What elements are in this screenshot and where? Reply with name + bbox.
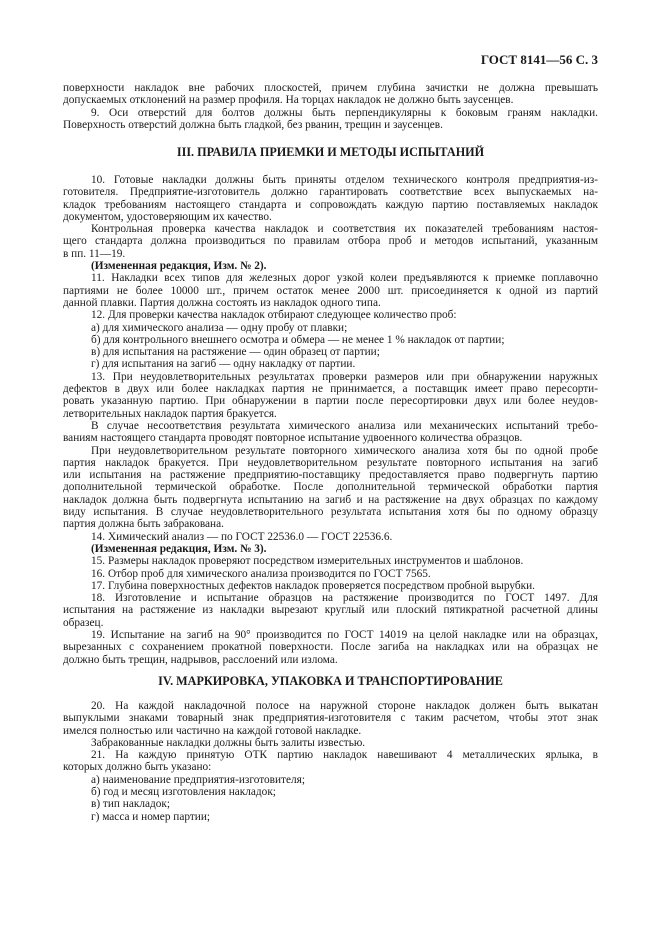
text-line: 20. На каждой накладочной полосе на наружной стороне накладок должен быть выкатан <box>91 700 598 712</box>
paragraph <box>63 322 598 334</box>
text-line: дефектов в двух или более накладках партия не принимается, а поставщик имеет право пересорти- <box>63 383 598 396</box>
text-line: В случае несоответствия результата химического анализа или механических испытаний требо- <box>91 419 598 432</box>
text-line: Контрольная проверка качества накладок и соответствия их показателей требованиям настоя- <box>91 223 598 236</box>
paragraph <box>63 811 598 823</box>
text-line: поверхности накладок вне рабочих плоскостей, причем глубина зачистки не должна превышать <box>63 82 598 94</box>
revision-note: (Измененная редакция, Изм. № 3). <box>91 542 267 555</box>
paragraph <box>63 358 598 370</box>
text-line: б) для контрольного внешнего осмотра и обмера — не менее 1 % накладок от партии; <box>91 333 505 346</box>
text-line: г) масса и номер партии; <box>91 810 211 823</box>
text-line: Забракованные накладки должны быть залиты известью. <box>91 736 366 749</box>
paragraph <box>63 798 598 810</box>
text-line: в) тип накладок; <box>91 798 170 811</box>
text-line: имелся полностью или частично на каждой готовой накладке. <box>63 724 362 737</box>
paragraph <box>63 371 598 420</box>
text-line: партия должна быть забракована. <box>63 518 224 531</box>
paragraph <box>63 568 598 580</box>
paragraph <box>63 346 598 358</box>
text-line: выпуклыми знаками товарный знак предприятия-изготовителя с таким расчетом, чтобы этот знак <box>63 712 598 725</box>
paragraph <box>63 786 598 798</box>
text-block-1 <box>63 82 598 132</box>
paragraph <box>63 272 598 309</box>
paragraph <box>63 174 598 223</box>
paragraph <box>63 700 598 737</box>
text-line: б) год и месяц изготовления накладок; <box>91 786 276 799</box>
text-line: При неудовлетворительном результате повторного химического анализа хотя бы по одной пробе <box>91 444 598 457</box>
text-line: г) для испытания на загиб — одну накладку от партии. <box>91 358 356 371</box>
section-3-title: III. ПРАВИЛА ПРИЕМКИ И МЕТОДЫ ИСПЫТАНИЙ <box>176 145 485 159</box>
text-line: испытания на растяжение из накладки вырезают круглый или плоский пятикратной расчетной длины <box>63 604 598 617</box>
text-line: 17. Глубина поверхностных дефектов накладок проверяется посредством пробной вырубки. <box>91 579 535 592</box>
text-block-3 <box>63 700 598 823</box>
text-line: накладок должна быть подвергнута испытанию на загиб и на растяжение на двух образцах по каждому <box>63 493 598 506</box>
paragraph <box>63 445 598 531</box>
text-line: 9. Оси отверстий для болтов должны быть перпендикулярны к боковым граням накладки. <box>91 106 598 119</box>
text-line: ровать указанную партию. При обнаружении в партии после пересортировки двух или более неудов- <box>63 395 598 408</box>
text-line: партия накладок бракуется. При неудовлетворительном результате повторного испытания на загиб <box>63 456 598 469</box>
text-line: 16. Отбор проб для химического анализа производится по ГОСТ 7565. <box>91 567 431 580</box>
text-line: вырезанных с сохранением прокатной поверхности. После загиба на накладках или на образцах не <box>63 641 598 654</box>
paragraph <box>63 309 598 321</box>
paragraph <box>63 334 598 346</box>
paragraph <box>63 82 598 107</box>
text-line: кладок требованиям настоящего стандарта и сопровождать каждую партию поставляемых накладок <box>63 198 598 211</box>
text-line: ваниям настоящего стандарта проводят повторное испытание удвоенного количества образцов. <box>63 432 523 445</box>
paragraph <box>63 223 598 260</box>
text-line: виду испытания. В случае неудовлетворительного результата испытания хотя бы по одному образцу <box>63 506 598 519</box>
text-line: которых должно быть указано: <box>63 761 212 774</box>
text-line: 11. Накладки всех типов для железных дорог узкой колеи предъявляются к приемке поплавочно <box>91 272 598 285</box>
paragraph <box>63 543 598 555</box>
section-4-title: IV. МАРКИРОВКА, УПАКОВКА И ТРАНСПОРТИРОВАНИЕ <box>158 674 503 688</box>
text-line: 10. Готовые накладки должны быть приняты отделом технического контроля предприятия-из- <box>91 174 598 186</box>
text-line: или испытания на растяжение предприятию-поставщику предоставляется право подвергнуть партию <box>63 469 598 482</box>
text-line: образец. <box>63 616 104 629</box>
text-line: 15. Размеры накладок проверяют посредством измерительных инструментов и шаблонов. <box>91 555 524 568</box>
text-line: 13. При неудовлетворительных результатах проверки размеров или при обнаружении наружных <box>91 370 598 383</box>
paragraph <box>63 555 598 567</box>
text-line: допускаемых отклонений на размер профиля. На торцах накладок не должно быть заусенцев. <box>63 94 514 107</box>
text-line: 12. Для проверки качества накладок отбирают следующее количество проб: <box>91 309 457 322</box>
text-line: в) для испытания на растяжение — один образец от партии; <box>91 346 380 359</box>
text-line: Поверхность отверстий должна быть гладкой, без рванин, трещин и заусенцев. <box>63 119 443 132</box>
paragraph <box>63 107 598 132</box>
paragraph <box>63 260 598 272</box>
text-line: готовителя. Предприятие-изготовитель должно гарантировать соответствие всех выпускаемых на- <box>63 186 598 199</box>
text-line: 21. На каждую принятую ОТК партию накладок навешивают 4 металлических ярлыка, в <box>91 749 598 762</box>
text-block-2 <box>63 174 598 666</box>
text-line: документом, удостоверяющим их качество. <box>63 210 272 223</box>
text-line: 19. Испытание на загиб на 90° производится по ГОСТ 14019 на целой накладке или на образцах, <box>91 628 598 641</box>
paragraph <box>63 592 598 629</box>
text-line: данной плавки. Партия должна состоять из накладок одного типа. <box>63 296 381 309</box>
text-line: летворительных накладок партия бракуется. <box>63 407 277 420</box>
paragraph <box>63 774 598 786</box>
paragraph <box>63 629 598 666</box>
paragraph <box>63 737 598 749</box>
paragraph <box>63 420 598 445</box>
text-line: партиями не более 10000 шт., причем остаток менее 2000 шт. присоединяется к одной из партий <box>63 284 598 297</box>
text-line: дополнительной термической обработке. После дополнительной термической обработки партия <box>63 481 598 494</box>
text-line: а) наименование предприятия-изготовителя; <box>91 773 305 786</box>
page-header: ГОСТ 8141—56 С. 3 <box>480 52 598 67</box>
text-line: щего стандарта должна производиться по правилам отбора проб и методов испытаний, указанным <box>63 235 598 248</box>
text-line: в пп. 11—19. <box>63 247 126 260</box>
revision-note: (Измененная редакция, Изм. № 2). <box>91 260 267 273</box>
paragraph <box>63 580 598 592</box>
text-line: должно быть трещин, надрывов, расслоений или излома. <box>63 653 338 666</box>
text-line: а) для химического анализа — одну пробу от плавки; <box>91 321 348 334</box>
paragraph <box>63 531 598 543</box>
text-line: 14. Химический анализ — по ГОСТ 22536.0 — ГОСТ 22536.6. <box>91 530 393 543</box>
paragraph <box>63 749 598 774</box>
text-line: 18. Изготовление и испытание образцов на растяжение производится по ГОСТ 1497. Для <box>91 592 598 605</box>
